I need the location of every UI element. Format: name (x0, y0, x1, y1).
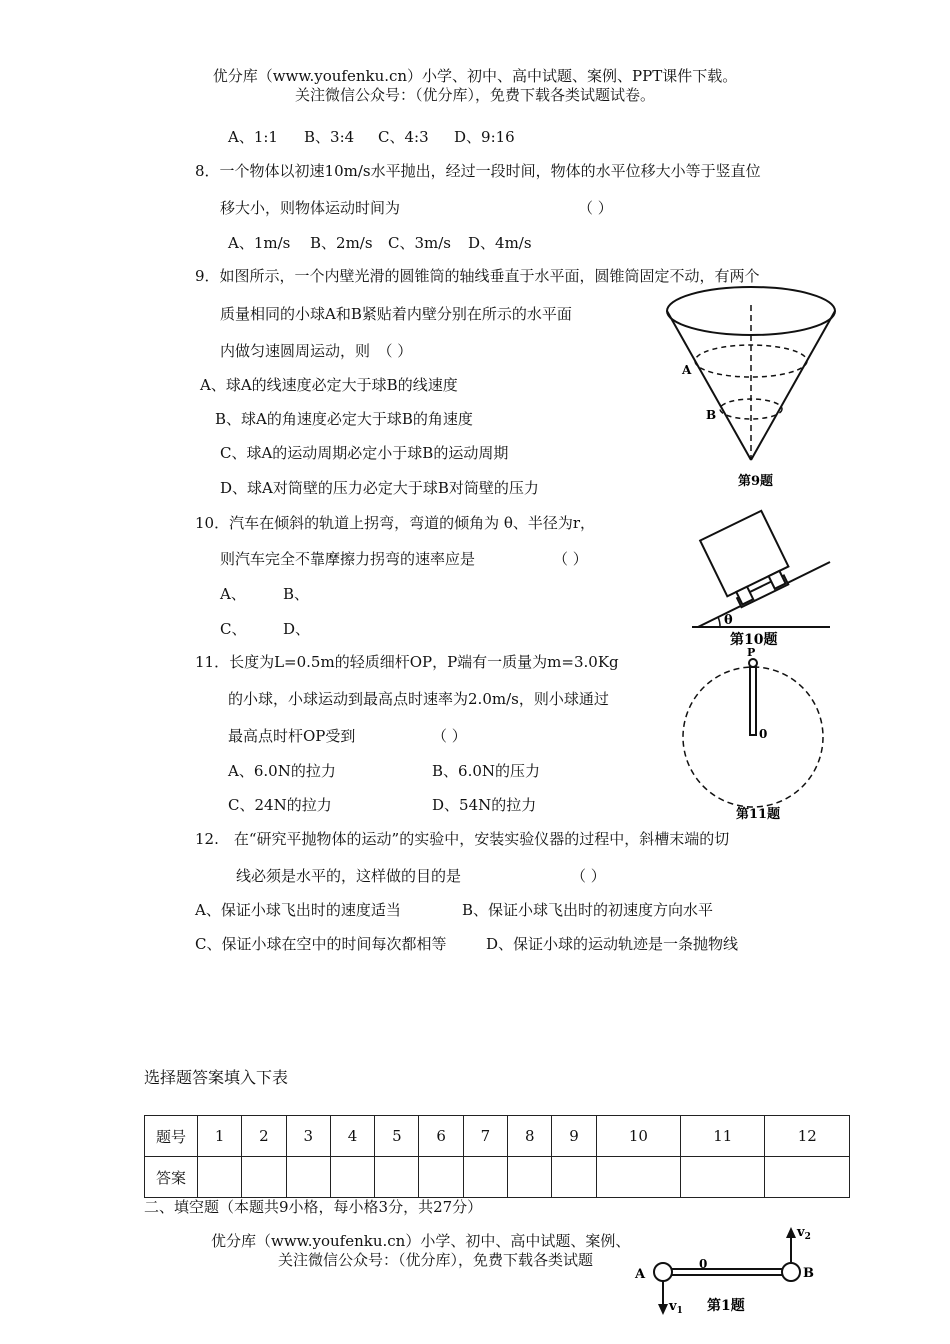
ball-a (654, 1263, 672, 1281)
q7-option-b: B、3:4 (304, 128, 355, 146)
q10-line-1: 10．汽车在倾斜的轨道上拐弯，弯道的倾角为 θ、半径为r， (195, 514, 596, 532)
angle-arc (718, 617, 720, 627)
col-number-5: 5 (375, 1116, 419, 1157)
q11-option-c: C、24N的拉力 (228, 796, 332, 814)
q7-option-d: D、9:16 (454, 128, 515, 146)
q11-line-3: 最高点时杆OP受到 (228, 727, 356, 745)
row-label-answer: 答案 (145, 1157, 198, 1198)
q12-option-c: C、保证小球在空中的时间每次都相等 (195, 935, 447, 953)
q8-line-1: 8．一个物体以初速10m/s水平抛出，经过一段时间，物体的水平位移大小等于竖直位 (195, 162, 761, 180)
col-number-12: 12 (765, 1116, 850, 1157)
section-2-title: 二、填空题（本题共9小格，每小格3分，共27分） (144, 1198, 483, 1216)
label-a: A (682, 363, 692, 377)
q11-line-1: 11．长度为L=0.5m的轻质细杆OP，P端有一质量为m=3.0Kg (195, 653, 619, 671)
q10-option-b: B、 (283, 585, 310, 603)
answer-cell-12[interactable] (765, 1157, 850, 1198)
header-line-1: 优分库（www.youfenku.cn）小学、初中、高中试题、案例、PPT课件下载。 (212, 67, 738, 85)
footer-line-2: 关注微信公众号：（优分库），免费下载各类试题 (278, 1251, 594, 1269)
q10-banked-track-figure (690, 500, 835, 650)
col-number-9: 9 (552, 1116, 596, 1157)
q9-line-2: 质量相同的小球A和B紧贴着内壁分别在所示的水平面 (220, 305, 572, 323)
q11-blank: （ ） (432, 727, 467, 745)
q8-option-d: D、4m/s (468, 234, 532, 252)
col-number-8: 8 (508, 1116, 552, 1157)
answer-table (144, 1115, 850, 1198)
q10-caption: 第10题 (730, 632, 778, 648)
col-number-6: 6 (419, 1116, 463, 1157)
q8-line-2: 移大小，则物体运动时间为 (220, 199, 401, 217)
q10-option-c: C、 (220, 620, 247, 638)
col-number-10: 10 (596, 1116, 680, 1157)
header-line-2: 关注微信公众号：（优分库），免费下载各类试题试卷。 (294, 86, 655, 104)
rod-op (750, 667, 756, 735)
label-v2: $v_2$ (797, 1225, 811, 1242)
q12-line-1: 12. 在“研究平抛物体的运动”的实验中，安装实验仪器的过程中，斜槽末端的切 (195, 830, 730, 848)
label-b: B (706, 408, 717, 422)
footer-line-1: 优分库（www.youfenku.cn）小学、初中、高中试题、案例、 (211, 1232, 631, 1250)
row-label-number: 题号 (145, 1116, 198, 1157)
col-number-4: 4 (330, 1116, 374, 1157)
q9-option-a: A、球A的线速度必定大于球B的线速度 (200, 376, 458, 394)
label-v1: $v_1$ (669, 1299, 683, 1316)
q11-option-b: B、6.0N的压力 (432, 762, 541, 780)
answer-cell-7[interactable] (463, 1157, 507, 1198)
q9-option-d: D、球A对筒壁的压力必定大于球B对筒壁的压力 (220, 479, 539, 497)
q8-option-c: C、3m/s (388, 234, 451, 252)
answer-cell-10[interactable] (596, 1157, 680, 1198)
label-a: A (635, 1267, 646, 1282)
q10-line-2: 则汽车完全不靠摩擦力拐弯的速率应是 (220, 550, 476, 568)
q11-option-a: A、6.0N的拉力 (228, 762, 336, 780)
label-o: 0 (699, 1257, 708, 1271)
arrow-v1-head (658, 1304, 668, 1315)
fill-q1-caption: 第1题 (707, 1298, 745, 1314)
q12-option-b: B、保证小球飞出时的初速度方向水平 (462, 901, 714, 919)
answer-table-answer-row (145, 1157, 850, 1198)
cone-right-wall (751, 311, 835, 460)
q9-option-b: B、球A的角速度必定大于球B的角速度 (215, 410, 473, 428)
q10-option-d: D、 (283, 620, 311, 638)
q8-blank: （ ） (578, 199, 613, 217)
answer-cell-6[interactable] (419, 1157, 463, 1198)
q12-option-d: D、保证小球的运动轨迹是一条抛物线 (486, 935, 739, 953)
label-b: B (803, 1266, 814, 1281)
q9-option-c: C、球A的运动周期必定小于球B的运动周期 (220, 444, 509, 462)
answer-cell-11[interactable] (681, 1157, 765, 1198)
answer-cell-2[interactable] (242, 1157, 286, 1198)
q11-caption: 第11题 (736, 807, 781, 822)
q7-option-a: A、1:1 (228, 128, 278, 146)
q12-option-a: A、保证小球飞出时的速度适当 (195, 901, 401, 919)
answer-table-title: 选择题答案填入下表 (144, 1068, 289, 1087)
fill-q1-figure (635, 1222, 815, 1342)
q11-circle-figure (680, 645, 830, 825)
col-number-3: 3 (286, 1116, 330, 1157)
q9-line-3: 内做匀速圆周运动，则 （ ） (220, 342, 413, 360)
q9-caption: 第9题 (738, 474, 774, 489)
q12-line-2: 线必须是水平的，这样做的目的是 (236, 867, 462, 885)
answer-cell-3[interactable] (286, 1157, 330, 1198)
answer-cell-5[interactable] (375, 1157, 419, 1198)
answer-table-number-row (145, 1116, 850, 1157)
label-p: P (747, 646, 756, 659)
q8-option-a: A、1m/s (228, 234, 291, 252)
q8-option-b: B、2m/s (310, 234, 373, 252)
col-number-7: 7 (463, 1116, 507, 1157)
q11-line-2: 的小球，小球运动到最高点时速率为2.0m/s，则小球通过 (228, 690, 609, 708)
col-number-11: 11 (681, 1116, 765, 1157)
q9-line-1: 9．如图所示，一个内壁光滑的圆锥筒的轴线垂直于水平面，圆锥筒固定不动，有两个 (195, 267, 760, 285)
ball-b (782, 1263, 800, 1281)
q10-blank: （ ） (553, 550, 588, 568)
answer-cell-1[interactable] (198, 1157, 242, 1198)
answer-cell-4[interactable] (330, 1157, 374, 1198)
answer-cell-8[interactable] (508, 1157, 552, 1198)
col-number-1: 1 (198, 1116, 242, 1157)
angle-label: θ (724, 613, 733, 628)
q10-option-a: A、 (220, 585, 246, 603)
arrow-v2-head (786, 1227, 796, 1238)
answer-cell-9[interactable] (552, 1157, 596, 1198)
cone-left-wall (667, 311, 751, 460)
q7-option-c: C、4:3 (378, 128, 429, 146)
ball-p (749, 659, 757, 667)
label-o: 0 (759, 727, 768, 741)
col-number-2: 2 (242, 1116, 286, 1157)
q11-option-d: D、54N的拉力 (432, 796, 537, 814)
q12-blank: （ ） (571, 867, 606, 885)
q9-cone-figure (660, 285, 845, 495)
car-body (700, 511, 795, 611)
